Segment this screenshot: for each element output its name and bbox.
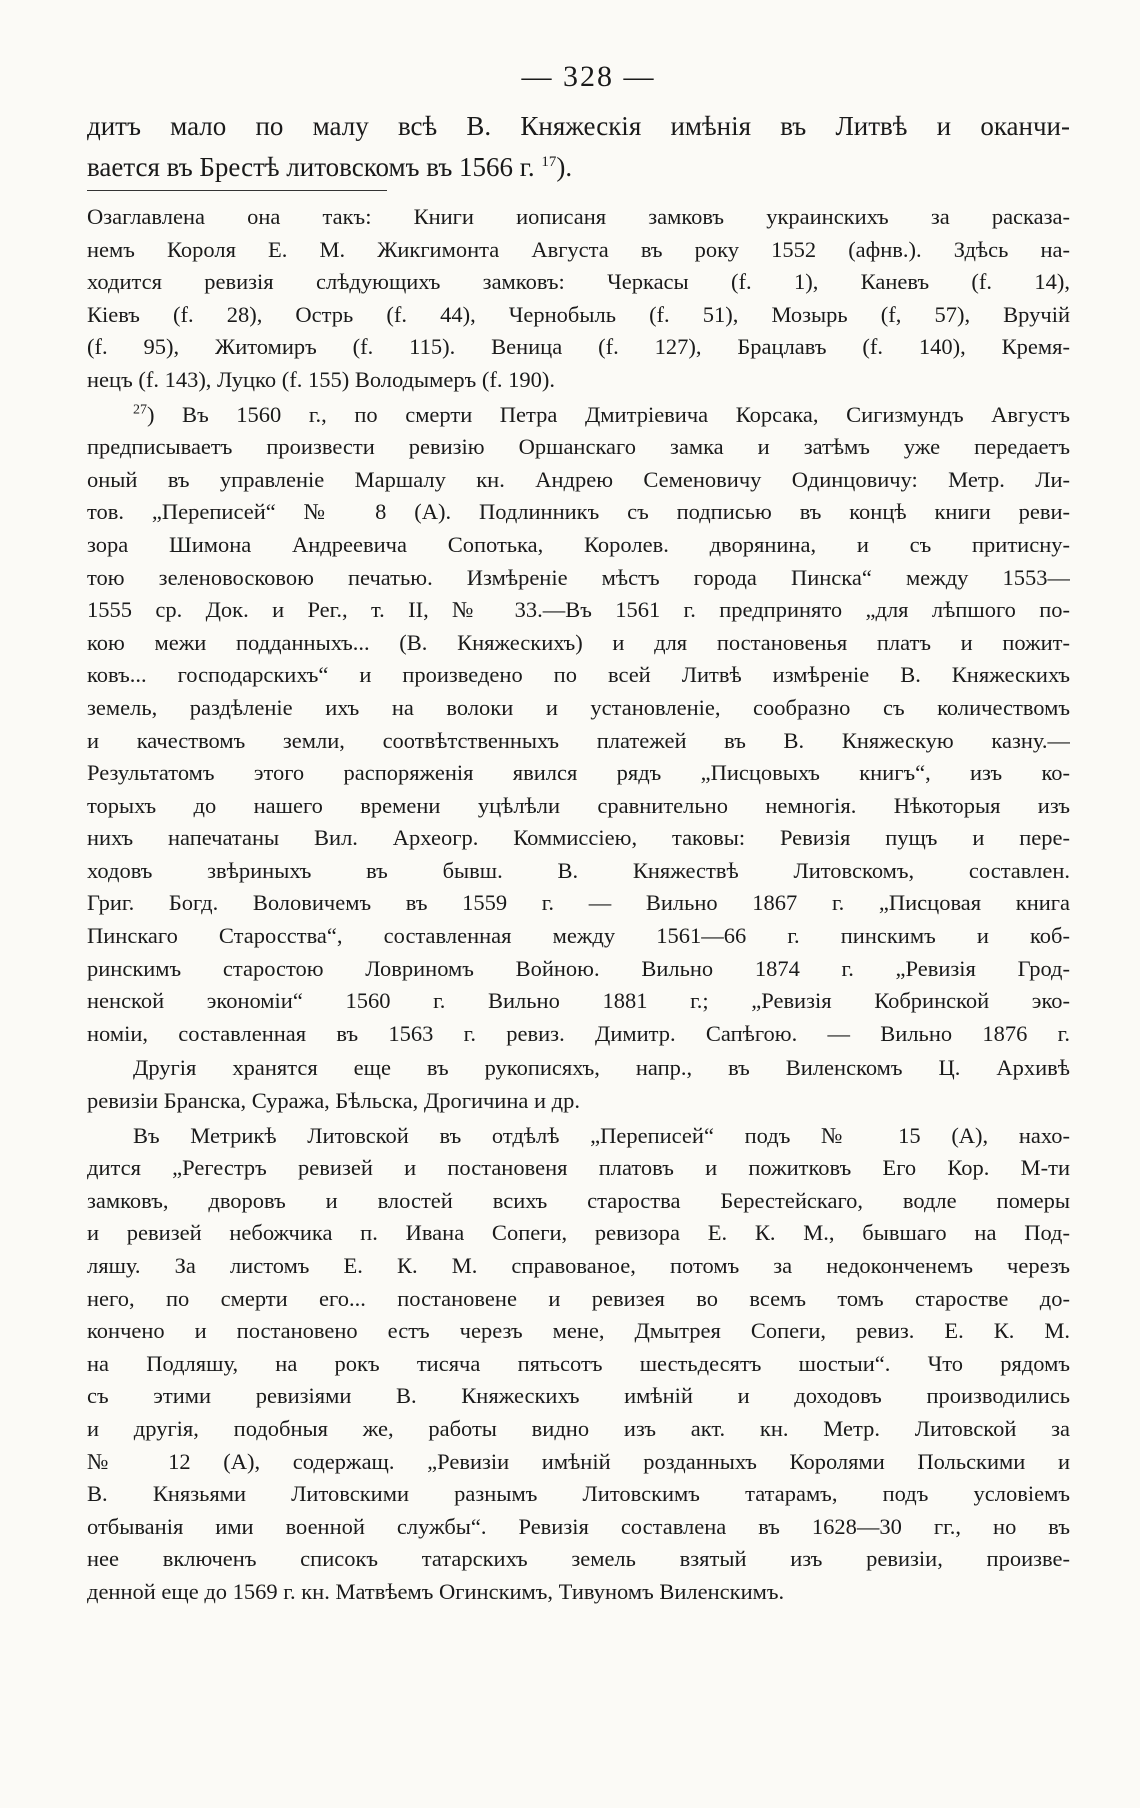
main-line-2-close: ). xyxy=(556,152,573,182)
fn27-line-15: ходовъ звѣриныхъ въ бывш. В. Княжествѣ Литовскомъ, составлен. xyxy=(87,857,1070,883)
fn-p3-line-4: и ревизей небожчика п. Ивана Сопеги, ревизора Е. К. М., бывшаго на Под- xyxy=(87,1220,1070,1246)
fn-p3-line-10: и другія, подобныя же, работы видно изъ акт. кн. Метр. Литовской за xyxy=(87,1415,1070,1441)
fn27-line-20: номіи, составленная въ 1563 г. ревиз. Димитр. Сапѣгою. — Вильно 1876 г. xyxy=(87,1020,1070,1046)
footnotes xyxy=(87,201,1070,1609)
fn27-line-8: кою межи подданныхъ... (В. Княжескихъ) и для постановенья платъ и пожит- xyxy=(87,629,1070,655)
page-number: — 328 — xyxy=(521,60,656,93)
footnote-mark-27: 27 xyxy=(133,402,147,418)
fn27-line-13: торыхъ до нашего времени уцѣлѣли сравнительно немногія. Нѣкоторыя изъ xyxy=(87,792,1070,818)
fn27-line-6: тою зеленовосковою печатью. Измѣреніе мѣстъ города Пинска“ между 1553— xyxy=(87,564,1070,590)
fn-p3-line-7: кончено и постановено естъ черезъ мене, Дмытрея Сопеги, ревиз. Е. К. М. xyxy=(87,1318,1070,1344)
footnote-paragraph-3 xyxy=(87,1120,1070,1609)
footnote-27 xyxy=(87,399,1070,1051)
main-line-2-text: вается въ Брестѣ литовскомъ въ 1566 г. xyxy=(87,152,535,182)
fn-cont-line-2: немъ Короля Е. М. Жикгимонта Августа въ року 1552 (афнв.). Здѣсь на- xyxy=(87,236,1070,262)
fn27-line-2: предписываетъ произвести ревизію Оршанскаго замка и затѣмъ уже передаетъ xyxy=(87,434,1070,460)
fn-cont-line-6: нецъ (f. 143), Луцко (f. 155) Володымеръ (f. 190). xyxy=(87,366,556,392)
main-line-2 xyxy=(87,147,1070,188)
fn-p3-line-5: ляшу. За листомъ Е. К. М. справованое, потомъ за недоконченемъ черезъ xyxy=(87,1253,1070,1278)
fn27-line-4: тов. „Переписей“ № 8 (А). Подлинникъ съ подписью въ концѣ книги реви- xyxy=(87,499,1070,525)
fn-cont-line-3: ходится ревизія слѣдующихъ замковъ: Черкасы (f. 1), Каневъ (f. 14), xyxy=(87,269,1070,295)
fn-p3-line-9: съ этими ревизіями В. Княжескихъ имѣній и доходовъ производились xyxy=(87,1383,1070,1409)
footnote-continuation xyxy=(87,201,1070,397)
fn-p3-line-3: замковъ, дворовъ и влостей всихъ староства Берестейскаго, водле померы xyxy=(87,1187,1070,1213)
fn27-line-11: и качествомъ земли, соотвѣтственныхъ платежей въ В. Княжескую казну.— xyxy=(87,727,1070,753)
main-paragraph xyxy=(87,106,1070,188)
fn-cont-line-5: (f. 95), Житомиръ (f. 115). Веница (f. 127), Брацлавъ (f. 140), Кремя- xyxy=(87,334,1070,360)
fn-cont-line-4: Кіевъ (f. 28), Острь (f. 44), Чернобыль (f. 51), Мозырь (f, 57), Вручій xyxy=(87,301,1070,327)
fn-p2-line-2: ревизіи Бранска, Суража, Бѣльска, Дрогичина и др. xyxy=(87,1088,580,1114)
fn-p3-line-15: денной еще до 1569 г. кн. Матвѣемъ Огинскимъ, Тивуномъ Виленскимъ. xyxy=(87,1578,785,1604)
footnote-ref-17: 17 xyxy=(541,154,557,170)
fn27-line-10: земель, раздѣленіе ихъ на волоки и установленіе, сообразно съ количествомъ xyxy=(87,694,1070,720)
fn-p3-line-2: дится „Регестръ ревизей и постановеня платовъ и пожитковъ Его Кор. М-ти xyxy=(87,1155,1070,1181)
fn-p3-line-12: В. Князьями Литовскими разнымъ Литовскимъ татарамъ, подъ условіемъ xyxy=(87,1481,1070,1507)
fn27-line-14: нихъ напечатаны Вил. Археогр. Коммиссіею, таковы: Ревизія пущъ и пере- xyxy=(87,825,1070,851)
fn-p3-line-14: нее включенъ списокъ татарскихъ земель взятый изъ ревизіи, произве- xyxy=(87,1546,1070,1572)
fn-cont-line-1: Озаглавлена она такъ: Книги иописаня замковъ украинскихъ за расказа- xyxy=(87,204,1070,229)
footnote-separator xyxy=(87,190,387,191)
main-text xyxy=(87,106,1070,188)
fn-p3-line-11: № 12 (А), содержащ. „Ревизіи имѣній розданныхъ Королями Польскими и xyxy=(87,1448,1070,1474)
footnote-paragraph-2 xyxy=(87,1052,1070,1117)
fn27-line-18: ринскимъ старостою Ловриномъ Войною. Вильно 1874 г. „Ревизія Грод- xyxy=(87,955,1070,981)
fn-p3-line-8: на Подляшу, на рокъ тисяча пятьсотъ шестьдесятъ шостыи“. Что рядомъ xyxy=(87,1350,1070,1376)
fn27-line-1 xyxy=(87,399,1070,432)
fn27-line-12: Результатомъ этого распоряженія явился рядъ „Писцовыхъ книгъ“, изъ ко- xyxy=(87,760,1070,786)
fn27-line-16: Григ. Богд. Воловичемъ въ 1559 г. — Вильно 1867 г. „Писцовая книга xyxy=(87,890,1070,916)
fn-p3-line-6: него, по смерти его... постановене и ревизея во всемъ томъ старостве до- xyxy=(87,1285,1070,1311)
fn27-line-17: Пинскаго Старосства“, составленная между 1561—66 г. пинскимъ и коб- xyxy=(87,923,1070,949)
fn27-line-9: ковъ... господарскихъ“ и произведено по всей Литвѣ измѣреніе В. Княжескихъ xyxy=(87,662,1070,688)
fn27-line-3: оный въ управленіе Маршалу кн. Андрею Семеновичу Одинцовичу: Метр. Ли- xyxy=(87,466,1070,492)
fn27-line-19: ненской экономіи“ 1560 г. Вильно 1881 г.; „Ревизія Кобринской эко- xyxy=(87,988,1070,1014)
fn27-line-7: 1555 ср. Док. и Рег., т. II, № 33.—Въ 1561 г. предпринято „для лѣпшого по- xyxy=(87,597,1070,623)
fn-p3-line-1: Въ Метрикѣ Литовской въ отдѣлѣ „Переписей“ подъ № 15 (А), нахо- xyxy=(133,1122,1070,1148)
fn-p2-line-1: Другія хранятся еще въ рукописяхъ, напр., въ Виленскомъ Ц. Архивѣ xyxy=(133,1055,1070,1081)
fn27-line-1-text: ) Въ 1560 г., по смерти Петра Дмитріевича Корсака, Сигизмундъ Августъ xyxy=(147,401,1070,427)
fn-p3-line-13: отбыванія ими военной службы“. Ревизія составлена въ 1628—30 гг., но въ xyxy=(87,1513,1070,1539)
fn27-line-5: зора Шимона Андреевича Сопотька, Королев. дворянина, и съ притисну- xyxy=(87,531,1070,557)
main-line-1: дитъ мало по малу всѣ В. Княжескія имѣнія въ Литвѣ и оканчи- xyxy=(87,111,1070,141)
